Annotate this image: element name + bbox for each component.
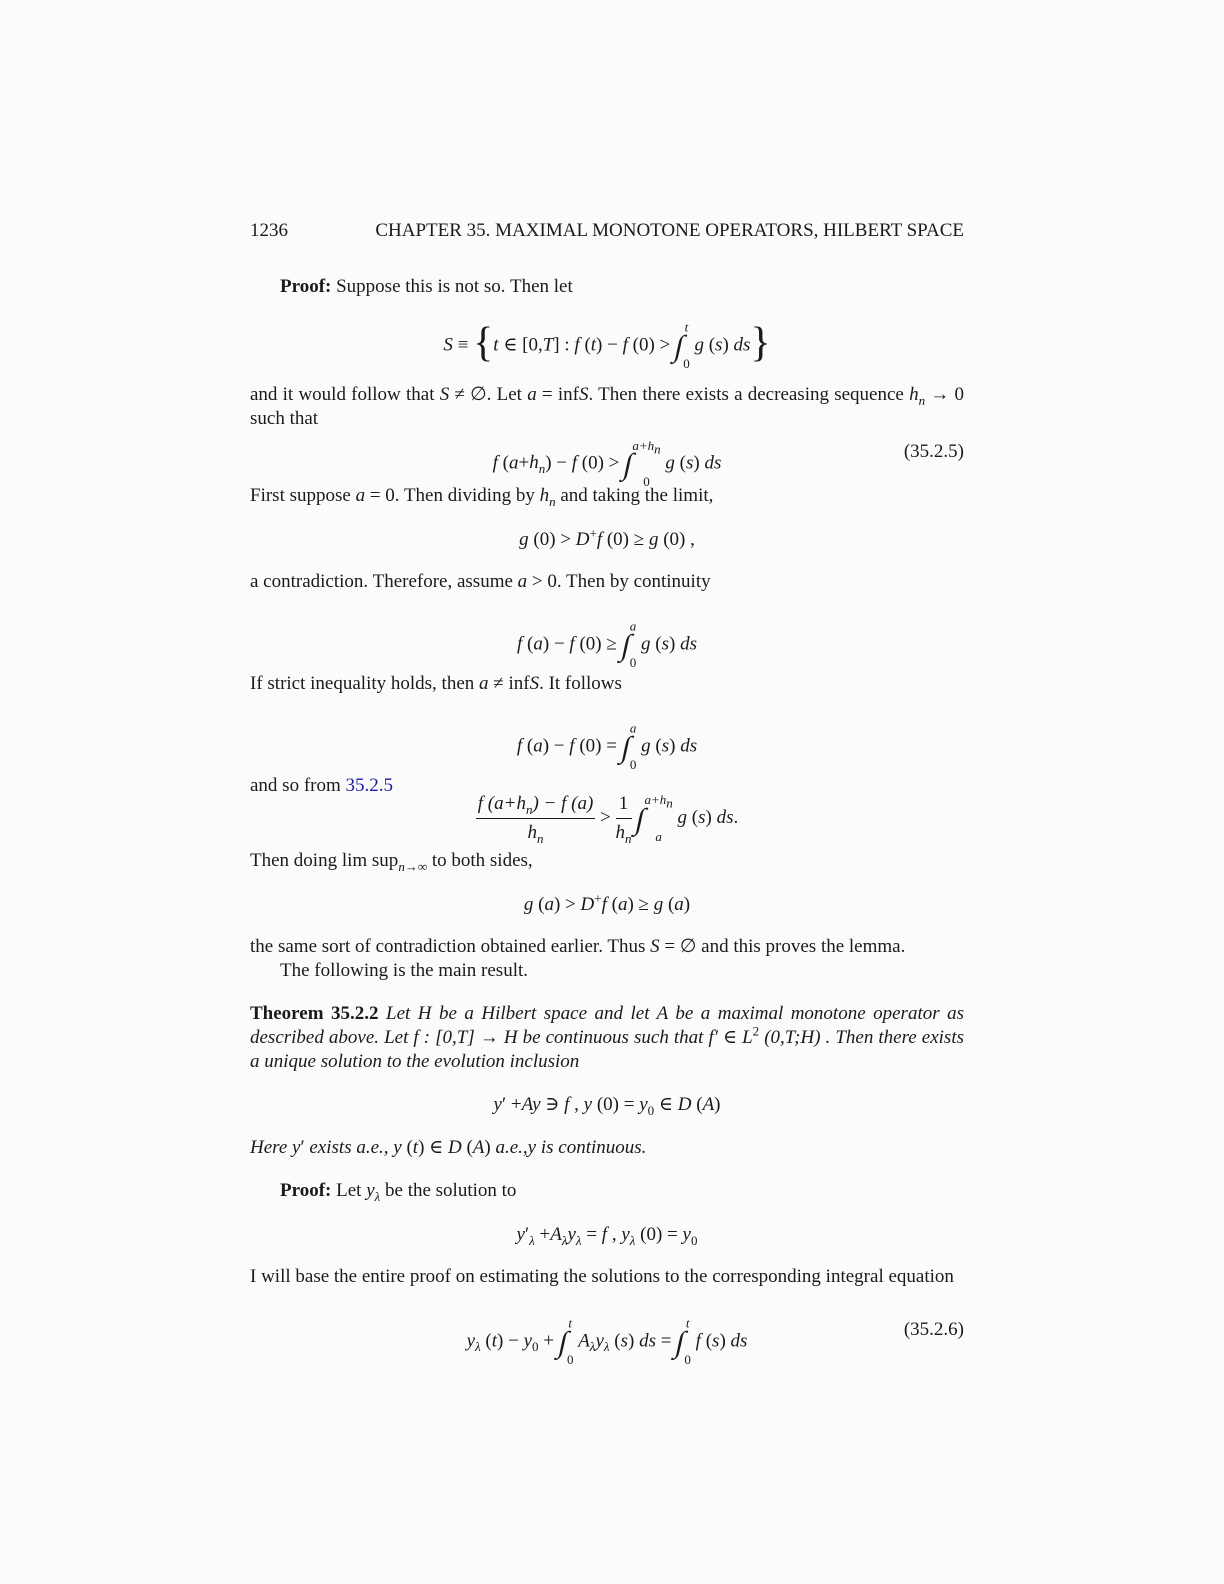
- paragraph-first-t2: Then dividing by: [403, 485, 535, 506]
- paragraph-doing-t2: to both sides,: [431, 850, 533, 871]
- theorem: Theorem 35.2.2 Let H be a Hilbert space and let A be a maximal monotone operator as described above. Let f : [0,T] → H be continuous such that f′ ∈ $L^2$ (0,T;H) . Then there exists a unique solution to the evolution inclusion: [250, 1003, 965, 1072]
- paragraph-base-text: I will base the entire proof on estimating the solutions to the corresponding integral equation: [250, 1266, 954, 1287]
- paragraph-main-text: The following is the main result.: [280, 960, 529, 981]
- equation-number: (35.2.5): [903, 441, 964, 462]
- paragraph-strict-t2: It follows: [548, 673, 622, 694]
- here-t3: a.e.,: [495, 1137, 528, 1158]
- paragraph-main: [250, 959, 964, 983]
- proof-intro: [250, 275, 964, 299]
- proof-intro-text: Suppose this is not so. Then let: [336, 276, 573, 297]
- paragraph-follow-t1: and it would follow that: [250, 384, 435, 405]
- equation-limit-zero: g (0) > D+f (0) ≥ g (0) ,: [519, 525, 695, 550]
- theorem-t3: Then there exists a unique solution to the evolution inclusion: [250, 1027, 964, 1072]
- paragraph-first-t1: First suppose: [250, 485, 351, 506]
- equation-35-2-5: f $(a+h_n) - f$ (0) > ∫$^{a+h_n}$ $_0$ g (s) ds (35.2.5): [492, 437, 964, 489]
- here-t4: is continuous.: [540, 1137, 647, 1158]
- equation-equality: f (a) − f (0) = ∫$^a$ $_0$ g (s) ds: [516, 720, 698, 772]
- theorem-here: Here y′ exists a.e., y (t) ∈ D (A) a.e.,y is continuous.: [250, 1137, 647, 1158]
- paragraph-first-t3: and taking the limit,: [560, 485, 714, 506]
- equation-35-2-6: $y_\lambda$ $(t) - y_0 + \int^t$ $_0$ $A_\lambda y_\lambda$ (s) ds = ∫$^t$ $_0$ f (s) ds (35.2.6): [466, 1315, 964, 1367]
- page-number: 1236: [250, 220, 288, 241]
- here-t1: Here: [250, 1137, 288, 1158]
- paragraph-first: First suppose a = 0. Then dividing by $h_n$ and taking the limit,: [250, 485, 714, 509]
- equation-limit-a: g (a) > D+f (a) ≥ g (a): [523, 890, 691, 915]
- proof-main-t2: be the solution to: [385, 1180, 517, 1201]
- paragraph-contradiction: a contradiction. Therefore, assume a > 0. Then by continuity: [250, 571, 711, 592]
- paragraph-doing-t1: Then doing: [250, 850, 338, 871]
- proof-main: Proof: Let $y_\lambda$ be the solution to: [280, 1180, 517, 1204]
- equation-difference-quotient: $\frac{f (a+h_n) - f (a)}{h_n}$ > $\frac{1}{h_n}$ ∫$^{a+h_n}$ $_a$ g (s) ds.: [477, 792, 739, 846]
- proof-main-label: Proof:: [280, 1180, 332, 1201]
- paragraph-andso-text: and so from: [250, 775, 341, 796]
- page: [250, 0, 964, 1584]
- paragraph-follow-t4: such that: [250, 408, 319, 429]
- equation-number-2: (35.2.6): [903, 1319, 964, 1340]
- paragraph-same-t2: and this proves the lemma.: [701, 936, 906, 957]
- paragraph-same-t1: the same sort of contradiction obtained earlier. Thus: [250, 936, 646, 957]
- proof-main-t1: Let: [336, 1180, 362, 1201]
- equation-continuity: f (a) − f (0) ≥ ∫$^a$ $_0$ g (s) ds: [517, 618, 697, 670]
- paragraph-contradiction-t2: Then by continuity: [566, 571, 711, 592]
- chapter-title: CHAPTER 35. MAXIMAL MONOTONE OPERATORS, HILBERT SPACE: [375, 220, 964, 241]
- paragraph-strict-t1: If strict inequality holds, then: [250, 673, 475, 694]
- paragraph-doing: Then doing lim sup$_{n\to\infty}$ to both sides,: [250, 850, 533, 874]
- paragraph-follow-t3: Then there exists a decreasing sequence: [598, 384, 904, 405]
- theorem-t1: Let H be a Hilbert space and let A be a maximal monotone operator as described above. Let: [250, 1003, 965, 1048]
- paragraph-strict: If strict inequality holds, then a ≠ infS. It follows: [250, 673, 622, 694]
- paragraph-contradiction-t1: a contradiction. Therefore, assume: [250, 571, 513, 592]
- equation-approximate: $y'_\lambda +A_\lambda y_\lambda = f$ , $y_\lambda$ $(0) = y_0$: [516, 1224, 698, 1248]
- equation-evolution-inclusion: y′ +Ay ∋ f , y $(0) = y_0$ ∈ D (A): [493, 1094, 721, 1118]
- here-t2: exists a.e.,: [309, 1137, 389, 1158]
- proof-label: Proof:: [280, 276, 332, 297]
- paragraph-follow: and it would follow that S ≠ ∅. Let a = infS. Then there exists a decreasing sequence $h_n \to 0$ such that: [250, 384, 965, 429]
- paragraph-base: [250, 1265, 964, 1289]
- equation-reference-link[interactable]: 35.2.5: [345, 775, 394, 796]
- equation-set-s: S ≡ {t ∈ [0,T] : f (t) − f (0) > ∫$^t$ $_0$ g (s) ds}: [443, 319, 771, 371]
- theorem-t2: be continuous such that: [522, 1027, 704, 1048]
- paragraph-same: the same sort of contradiction obtained earlier. Thus S = ∅ and this proves the lemma.: [250, 936, 906, 957]
- theorem-label: Theorem 35.2.2: [250, 1003, 379, 1024]
- paragraph-follow-t2: Let: [496, 384, 522, 405]
